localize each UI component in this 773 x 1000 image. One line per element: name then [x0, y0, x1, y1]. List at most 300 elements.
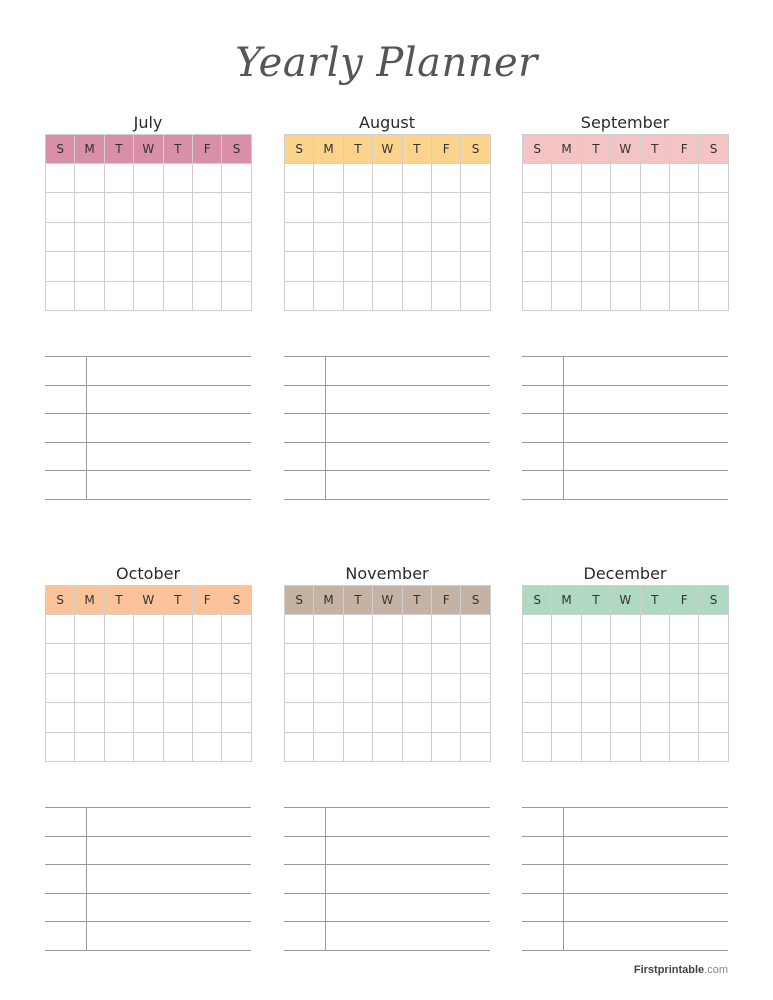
week-row [46, 164, 252, 193]
day-cell [314, 615, 343, 644]
day-cell [552, 193, 581, 222]
day-cell [402, 164, 431, 193]
week-row [285, 673, 491, 702]
day-cell [343, 615, 372, 644]
note-divider [563, 807, 564, 950]
day-cell [611, 615, 640, 644]
day-cell [285, 193, 314, 222]
day-cell [523, 252, 552, 281]
day-cell [461, 252, 490, 281]
day-cell [285, 222, 314, 251]
note-line [45, 499, 251, 500]
day-cell [402, 615, 431, 644]
day-cell [163, 673, 192, 702]
weekday-label: T [640, 586, 669, 615]
day-cell [669, 644, 698, 673]
day-cell [285, 164, 314, 193]
day-cell [611, 732, 640, 761]
day-cell [431, 252, 460, 281]
weekday-label: W [134, 586, 163, 615]
day-cell [431, 644, 460, 673]
calendar-grid [522, 134, 729, 311]
day-cell [75, 252, 104, 281]
note-line [522, 893, 728, 894]
day-cell [523, 732, 552, 761]
day-cell [461, 193, 490, 222]
note-line [522, 807, 728, 808]
week-row [285, 615, 491, 644]
day-cell [431, 615, 460, 644]
weekday-label: T [343, 586, 372, 615]
day-cell [314, 281, 343, 310]
day-cell [104, 222, 133, 251]
day-cell [222, 281, 251, 310]
week-row [46, 615, 252, 644]
day-cell [640, 193, 669, 222]
weekday-label: W [611, 586, 640, 615]
day-cell [552, 644, 581, 673]
weekday-label: S [46, 586, 75, 615]
note-line [284, 836, 490, 837]
weekday-label: M [75, 586, 104, 615]
weekday-label: T [104, 586, 133, 615]
note-line [522, 921, 728, 922]
note-line [284, 413, 490, 414]
day-cell [669, 222, 698, 251]
day-cell [373, 193, 402, 222]
notes-box [522, 356, 728, 499]
note-line [284, 442, 490, 443]
day-cell [581, 644, 610, 673]
day-cell [611, 281, 640, 310]
day-cell [163, 252, 192, 281]
day-cell [699, 193, 728, 222]
day-cell [523, 673, 552, 702]
day-cell [640, 281, 669, 310]
calendar-grid [284, 585, 491, 762]
calendar-grid [45, 134, 252, 311]
day-cell [373, 222, 402, 251]
day-cell [46, 193, 75, 222]
notes-box [45, 807, 251, 950]
month-name: September [580, 113, 670, 132]
day-cell [46, 164, 75, 193]
day-cell [461, 164, 490, 193]
day-cell [192, 703, 221, 732]
day-cell [402, 673, 431, 702]
day-cell [285, 703, 314, 732]
weekday-label: M [75, 135, 104, 164]
week-row [46, 193, 252, 222]
note-divider [325, 356, 326, 499]
weekday-label: W [611, 135, 640, 164]
note-line [284, 385, 490, 386]
weekday-label: T [402, 586, 431, 615]
note-line [45, 356, 251, 357]
day-cell [611, 222, 640, 251]
day-cell [222, 193, 251, 222]
note-line [45, 807, 251, 808]
weekday-label: S [222, 586, 251, 615]
day-cell [104, 673, 133, 702]
weekday-label: T [581, 135, 610, 164]
day-cell [222, 164, 251, 193]
day-cell [373, 615, 402, 644]
week-row [523, 164, 729, 193]
day-cell [134, 281, 163, 310]
note-line [45, 864, 251, 865]
month-name: October [115, 564, 181, 583]
day-cell [75, 644, 104, 673]
day-cell [402, 193, 431, 222]
day-cell [552, 222, 581, 251]
note-line [284, 807, 490, 808]
day-cell [314, 252, 343, 281]
day-cell [134, 703, 163, 732]
day-cell [552, 252, 581, 281]
day-cell [75, 222, 104, 251]
day-cell [75, 615, 104, 644]
day-cell [373, 281, 402, 310]
note-line [284, 921, 490, 922]
calendar-grid [522, 585, 729, 762]
day-cell [373, 673, 402, 702]
day-cell [373, 732, 402, 761]
day-cell [523, 222, 552, 251]
week-row [285, 222, 491, 251]
day-cell [163, 193, 192, 222]
day-cell [611, 164, 640, 193]
day-cell [669, 164, 698, 193]
day-cell [552, 164, 581, 193]
note-line [45, 470, 251, 471]
week-row [523, 673, 729, 702]
weekday-label: S [285, 135, 314, 164]
note-line [45, 385, 251, 386]
day-cell [669, 703, 698, 732]
day-cell [192, 252, 221, 281]
day-cell [402, 252, 431, 281]
day-cell [222, 673, 251, 702]
week-row [523, 252, 729, 281]
day-cell [640, 164, 669, 193]
day-cell [134, 615, 163, 644]
day-cell [431, 673, 460, 702]
week-row [523, 644, 729, 673]
day-cell [104, 281, 133, 310]
week-row [285, 193, 491, 222]
footer-brand [634, 964, 728, 976]
day-cell [222, 252, 251, 281]
day-cell [134, 732, 163, 761]
week-row [523, 615, 729, 644]
week-row [523, 193, 729, 222]
day-cell [611, 252, 640, 281]
day-cell [104, 252, 133, 281]
day-cell [343, 703, 372, 732]
note-line [522, 950, 728, 951]
day-cell [134, 164, 163, 193]
day-cell [343, 193, 372, 222]
day-cell [314, 703, 343, 732]
day-cell [46, 703, 75, 732]
day-cell [75, 673, 104, 702]
weekday-header-row [285, 586, 491, 615]
weekday-header-row [46, 135, 252, 164]
week-row [285, 281, 491, 310]
day-cell [402, 281, 431, 310]
day-cell [611, 193, 640, 222]
week-row [285, 252, 491, 281]
day-cell [134, 193, 163, 222]
weekday-header-row [285, 135, 491, 164]
week-row [285, 732, 491, 761]
note-line [284, 893, 490, 894]
note-line [284, 499, 490, 500]
day-cell [431, 193, 460, 222]
day-cell [285, 252, 314, 281]
day-cell [431, 703, 460, 732]
note-line [522, 385, 728, 386]
day-cell [523, 164, 552, 193]
day-cell [104, 164, 133, 193]
day-cell [640, 673, 669, 702]
note-line [522, 442, 728, 443]
weekday-label: W [373, 586, 402, 615]
day-cell [314, 673, 343, 702]
day-cell [669, 732, 698, 761]
day-cell [669, 615, 698, 644]
day-cell [461, 222, 490, 251]
day-cell [285, 615, 314, 644]
day-cell [314, 193, 343, 222]
day-cell [373, 252, 402, 281]
page-title: Yearly Planner [235, 40, 538, 86]
brand-name: Firstprintable [633, 964, 705, 976]
week-row [46, 703, 252, 732]
day-cell [46, 615, 75, 644]
day-cell [699, 644, 728, 673]
day-cell [640, 615, 669, 644]
day-cell [431, 732, 460, 761]
day-cell [431, 222, 460, 251]
note-line [522, 413, 728, 414]
day-cell [581, 703, 610, 732]
day-cell [104, 703, 133, 732]
day-cell [523, 281, 552, 310]
day-cell [552, 281, 581, 310]
weekday-label: M [552, 135, 581, 164]
note-line [522, 470, 728, 471]
day-cell [134, 222, 163, 251]
day-cell [46, 732, 75, 761]
day-cell [640, 644, 669, 673]
month-name: August [359, 113, 415, 132]
day-cell [104, 732, 133, 761]
day-cell [75, 193, 104, 222]
note-divider [563, 356, 564, 499]
month-name: July [133, 113, 163, 132]
day-cell [285, 644, 314, 673]
notes-box [45, 356, 251, 499]
note-line [45, 836, 251, 837]
note-line [45, 950, 251, 951]
notes-box [284, 356, 490, 499]
day-cell [46, 673, 75, 702]
day-cell [134, 252, 163, 281]
day-cell [75, 732, 104, 761]
week-row [46, 222, 252, 251]
day-cell [192, 615, 221, 644]
day-cell [314, 164, 343, 193]
weekday-label: T [640, 135, 669, 164]
day-cell [669, 673, 698, 702]
note-line [45, 442, 251, 443]
weekday-label: F [431, 586, 460, 615]
day-cell [699, 281, 728, 310]
day-cell [314, 732, 343, 761]
day-cell [192, 222, 221, 251]
day-cell [552, 732, 581, 761]
day-cell [222, 644, 251, 673]
week-row [285, 164, 491, 193]
day-cell [75, 703, 104, 732]
day-cell [523, 644, 552, 673]
day-cell [461, 644, 490, 673]
week-row [46, 644, 252, 673]
day-cell [461, 281, 490, 310]
day-cell [222, 732, 251, 761]
note-divider [325, 807, 326, 950]
day-cell [192, 732, 221, 761]
weekday-header-row [523, 586, 729, 615]
day-cell [46, 252, 75, 281]
day-cell [581, 252, 610, 281]
day-cell [373, 164, 402, 193]
day-cell [581, 732, 610, 761]
weekday-label: T [163, 135, 192, 164]
weekday-label: S [699, 586, 728, 615]
weekday-label: T [104, 135, 133, 164]
weekday-label: S [222, 135, 251, 164]
day-cell [192, 644, 221, 673]
day-cell [431, 164, 460, 193]
day-cell [402, 644, 431, 673]
day-cell [640, 252, 669, 281]
weekday-label: S [461, 135, 490, 164]
day-cell [581, 222, 610, 251]
weekday-label: S [285, 586, 314, 615]
day-cell [461, 732, 490, 761]
day-cell [402, 703, 431, 732]
day-cell [669, 252, 698, 281]
day-cell [314, 222, 343, 251]
day-cell [192, 164, 221, 193]
weekday-label: T [581, 586, 610, 615]
day-cell [611, 644, 640, 673]
day-cell [285, 673, 314, 702]
week-row [523, 732, 729, 761]
day-cell [343, 732, 372, 761]
day-cell [104, 615, 133, 644]
day-cell [285, 732, 314, 761]
weekday-label: T [163, 586, 192, 615]
weekday-label: F [669, 135, 698, 164]
notes-box [284, 807, 490, 950]
day-cell [163, 164, 192, 193]
weekday-label: F [192, 586, 221, 615]
note-line [284, 470, 490, 471]
day-cell [163, 732, 192, 761]
note-line [522, 864, 728, 865]
note-divider [86, 807, 87, 950]
day-cell [699, 164, 728, 193]
weekday-label: F [431, 135, 460, 164]
week-row [46, 281, 252, 310]
note-line [522, 356, 728, 357]
day-cell [581, 615, 610, 644]
week-row [523, 703, 729, 732]
day-cell [552, 703, 581, 732]
day-cell [343, 644, 372, 673]
calendar-grid [45, 585, 252, 762]
day-cell [75, 164, 104, 193]
note-line [45, 893, 251, 894]
day-cell [552, 673, 581, 702]
day-cell [104, 644, 133, 673]
day-cell [699, 222, 728, 251]
note-divider [86, 356, 87, 499]
weekday-label: S [523, 135, 552, 164]
day-cell [75, 281, 104, 310]
day-cell [640, 222, 669, 251]
day-cell [611, 673, 640, 702]
day-cell [640, 732, 669, 761]
day-cell [222, 615, 251, 644]
week-row [285, 644, 491, 673]
day-cell [46, 644, 75, 673]
month-name: November [345, 564, 429, 583]
day-cell [552, 615, 581, 644]
weekday-header-row [46, 586, 252, 615]
day-cell [192, 673, 221, 702]
week-row [46, 252, 252, 281]
day-cell [163, 644, 192, 673]
day-cell [163, 281, 192, 310]
day-cell [669, 281, 698, 310]
weekday-label: F [192, 135, 221, 164]
day-cell [285, 281, 314, 310]
note-line [284, 950, 490, 951]
day-cell [222, 703, 251, 732]
day-cell [699, 703, 728, 732]
day-cell [523, 193, 552, 222]
day-cell [669, 193, 698, 222]
day-cell [192, 281, 221, 310]
day-cell [581, 281, 610, 310]
weekday-label: M [552, 586, 581, 615]
day-cell [373, 644, 402, 673]
day-cell [581, 164, 610, 193]
day-cell [640, 703, 669, 732]
week-row [523, 222, 729, 251]
weekday-label: M [314, 586, 343, 615]
weekday-label: F [669, 586, 698, 615]
day-cell [402, 732, 431, 761]
day-cell [699, 615, 728, 644]
week-row [523, 281, 729, 310]
day-cell [163, 703, 192, 732]
